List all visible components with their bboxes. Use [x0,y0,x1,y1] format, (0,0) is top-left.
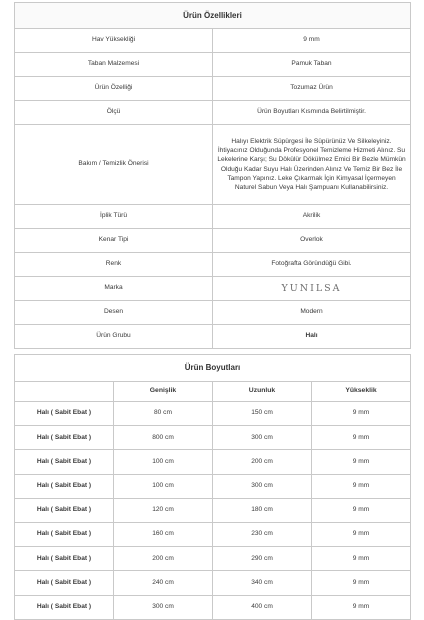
size-width: 100 cm [114,474,213,498]
size-label: Halı ( Sabit Ebat ) [15,450,114,474]
size-length: 200 cm [213,450,312,474]
spec-label: Taban Malzemesi [15,53,213,77]
spec-label: Ölçü [15,101,213,125]
size-height: 9 mm [312,426,411,450]
size-length: 400 cm [213,595,312,619]
spec-row-feature [15,77,411,101]
size-width: 80 cm [114,402,213,426]
size-row [15,474,411,498]
spec-label: Bakım / Temizlik Önerisi [15,125,213,205]
size-row [15,571,411,595]
spec-row-pattern [15,301,411,325]
spec-label: Ürün Grubu [15,325,213,349]
spec-value: Tozumaz Ürün [213,77,411,101]
header-height: Yükseklik [312,382,411,402]
spec-row-base-material [15,53,411,77]
size-height: 9 mm [312,522,411,546]
size-length: 300 cm [213,426,312,450]
specs-title: Ürün Özellikleri [15,3,411,29]
spec-value: Halı [213,325,411,349]
size-width: 100 cm [114,450,213,474]
size-length: 230 cm [213,522,312,546]
spec-value: Overlok [213,229,411,253]
spec-value: Pamuk Taban [213,53,411,77]
size-width: 240 cm [114,571,213,595]
spec-label: Desen [15,301,213,325]
size-height: 9 mm [312,595,411,619]
size-length: 150 cm [213,402,312,426]
size-row [15,547,411,571]
size-label: Halı ( Sabit Ebat ) [15,474,114,498]
spec-row-edge [15,229,411,253]
size-row [15,426,411,450]
spec-row-color [15,253,411,277]
size-width: 120 cm [114,498,213,522]
header-length: Uzunluk [213,382,312,402]
size-label: Halı ( Sabit Ebat ) [15,547,114,571]
spec-value: Akrilik [213,205,411,229]
spec-label: Hav Yüksekliği [15,29,213,53]
size-width: 300 cm [114,595,213,619]
size-length: 290 cm [213,547,312,571]
spec-label: Renk [15,253,213,277]
size-width: 200 cm [114,547,213,571]
size-width: 160 cm [114,522,213,546]
size-label: Halı ( Sabit Ebat ) [15,522,114,546]
spec-row-size [15,101,411,125]
product-sizes-table [14,354,411,620]
spec-row-group [15,325,411,349]
spec-row-care [15,125,411,205]
size-length: 340 cm [213,571,312,595]
size-row [15,450,411,474]
product-specs-table [14,2,411,349]
size-height: 9 mm [312,474,411,498]
header-empty [15,382,114,402]
spec-value: Fotoğrafta Göründüğü Gibi. [213,253,411,277]
spec-value: 9 mm [213,29,411,53]
spec-row-pile-height [15,29,411,53]
size-height: 9 mm [312,571,411,595]
sizes-header-row [15,382,411,402]
spec-value-cell [213,277,411,301]
spec-label: Marka [15,277,213,301]
size-row [15,522,411,546]
size-row [15,402,411,426]
spec-row-brand [15,277,411,301]
size-label: Halı ( Sabit Ebat ) [15,595,114,619]
size-height: 9 mm [312,498,411,522]
spec-value: Halıyı Elektrik Süpürgesi İle Süpürünüz Ve Silkeleyiniz. İhtiyacınız Olduğunda Profesyonel Temizleme Hizmeti Alınız. Su Lekelerine Karşı; Su Dökülür Dökülmez Emici Bir Bezle Mümkün Olduğu Kadar Suyu Halı Üzerinden Alınız Ve Temiz Bir Bez İle Tampon Yapınız. Leke Çıkarmak İçin Kimyasal İçermeyen Naturel Sabun Veya Halı Şampuanı Kullanabilirsiniz. [213,125,411,205]
brand-logo: YUNILSA [281,282,342,294]
size-row [15,498,411,522]
size-label: Halı ( Sabit Ebat ) [15,498,114,522]
sizes-title: Ürün Boyutları [15,355,411,382]
size-label: Halı ( Sabit Ebat ) [15,426,114,450]
header-width: Genişlik [114,382,213,402]
size-length: 180 cm [213,498,312,522]
size-height: 9 mm [312,402,411,426]
spec-label: Kenar Tipi [15,229,213,253]
size-height: 9 mm [312,547,411,571]
spec-label: Ürün Özelliği [15,77,213,101]
size-label: Halı ( Sabit Ebat ) [15,571,114,595]
size-length: 300 cm [213,474,312,498]
size-label: Halı ( Sabit Ebat ) [15,402,114,426]
spec-value: Ürün Boyutları Kısmında Belirtilmiştir. [213,101,411,125]
size-row [15,595,411,619]
spec-label: İplik Türü [15,205,213,229]
spec-value: Modern [213,301,411,325]
size-width: 800 cm [114,426,213,450]
spec-row-yarn [15,205,411,229]
size-height: 9 mm [312,450,411,474]
